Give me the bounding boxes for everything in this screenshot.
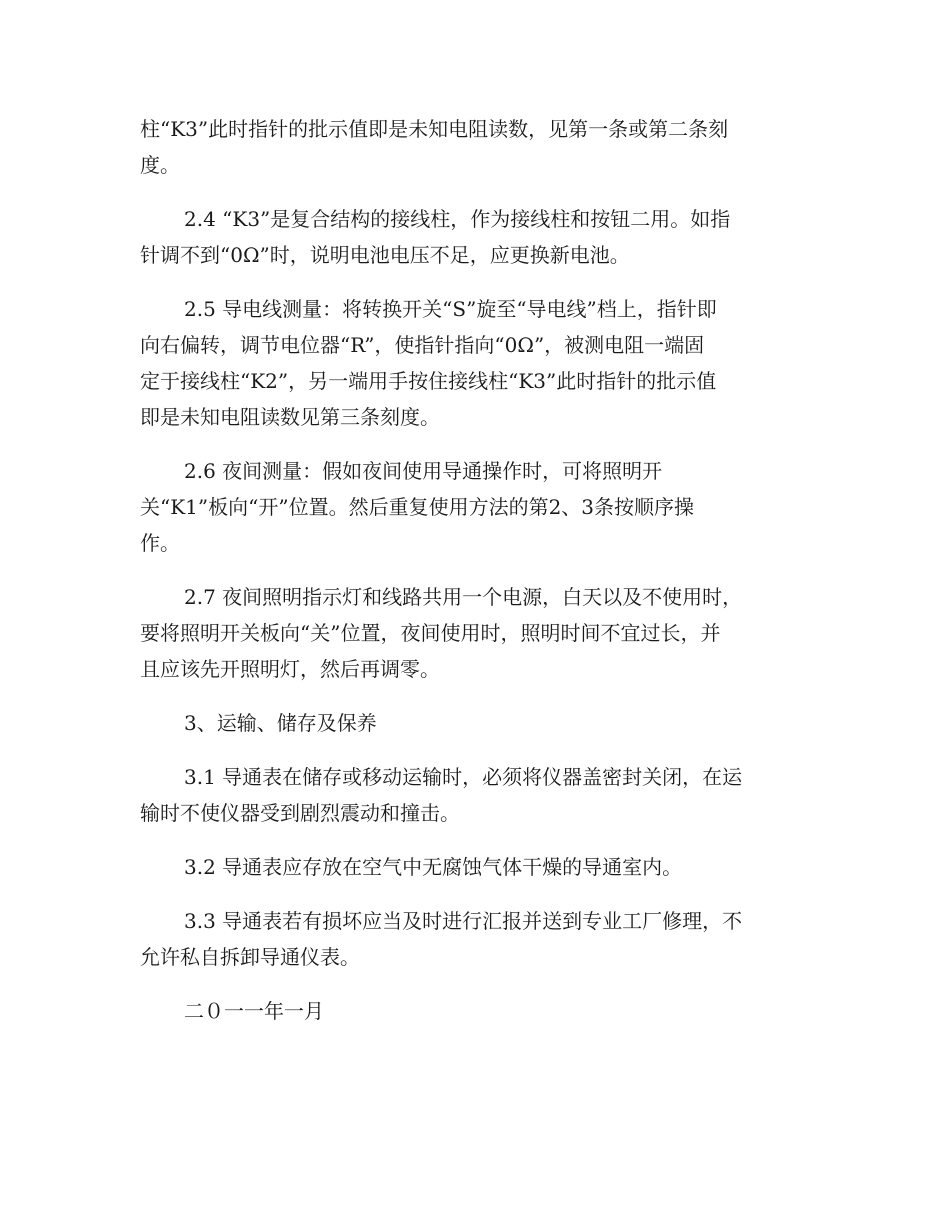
text-line: 允许私自拆卸导通仪表。 xyxy=(140,945,360,969)
paragraph-2-7 xyxy=(140,579,810,687)
text-line: 3.1 导通表在储存或移动运输时，必须将仪器盖密封关闭，在运 xyxy=(184,765,743,789)
text-line: 2.6 夜间测量：假如夜间使用导通操作时，可将照明开 xyxy=(184,459,663,483)
paragraph-2-6 xyxy=(140,453,810,561)
paragraph-2-4 xyxy=(140,201,810,273)
text-line: 即是未知电阻读数见第三条刻度。 xyxy=(140,405,440,429)
text-line: 3.3 导通表若有损坏应当及时进行汇报并送到专业工厂修理，不 xyxy=(184,909,743,933)
text-line: 作。 xyxy=(140,531,180,555)
document-date xyxy=(140,993,810,1029)
paragraph-3-3 xyxy=(140,903,810,975)
paragraph-2-5 xyxy=(140,291,810,435)
paragraph-3-2 xyxy=(140,849,810,885)
paragraph-continuation xyxy=(140,111,810,183)
text-line: 3、运输、储存及保养 xyxy=(184,711,377,735)
text-line: 3.2 导通表应存放在空气中无腐蚀气体干燥的导通室内。 xyxy=(184,855,683,879)
document-body xyxy=(140,111,810,1047)
paragraph-3-1 xyxy=(140,759,810,831)
text-line: 定于接线柱“K2”，另一端用手按住接线柱“K3”此时指针的批示值 xyxy=(140,369,717,393)
text-line: 输时不使仪器受到剧烈震动和撞击。 xyxy=(140,801,460,825)
text-line: 二０一一年一月 xyxy=(184,999,324,1023)
text-line: 柱“K3”此时指针的批示值即是未知电阻读数，见第一条或第二条刻 xyxy=(140,117,729,141)
text-line: 度。 xyxy=(140,153,180,177)
text-line: 关“K1”板向“开”位置。然后重复使用方法的第2、3条按顺序操 xyxy=(140,495,695,519)
text-line: 要将照明开关板向“关”位置，夜间使用时，照明时间不宜过长，并 xyxy=(140,621,721,645)
text-line: 2.5 导电线测量：将转换开关“S”旋至“导电线”档上，指针即 xyxy=(184,297,717,321)
text-line: 2.4 “K3”是复合结构的接线柱，作为接线柱和按钮二用。如指 xyxy=(184,207,731,231)
section-heading-3 xyxy=(140,705,810,741)
text-line: 2.7 夜间照明指示灯和线路共用一个电源，白天以及不使用时， xyxy=(184,585,743,609)
text-line: 且应该先开照明灯，然后再调零。 xyxy=(140,657,440,681)
text-line: 向右偏转，调节电位器“R”，使指针指向“0Ω”，被测电阻一端固 xyxy=(140,333,705,357)
text-line: 针调不到“0Ω”时，说明电池电压不足，应更换新电池。 xyxy=(140,243,630,267)
